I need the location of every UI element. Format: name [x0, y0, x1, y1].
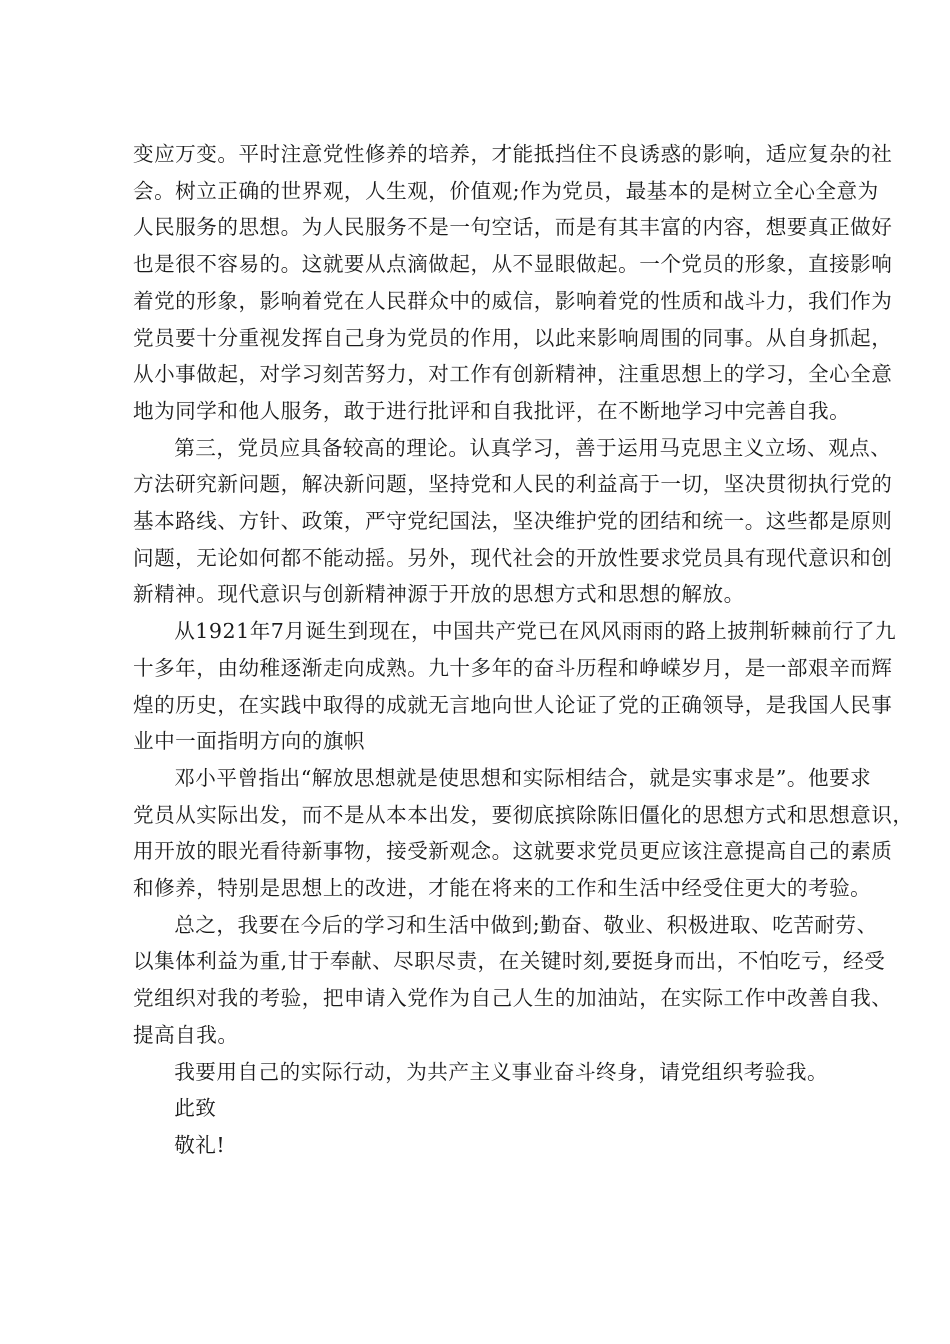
text-line: 基本路线、方针、政策，严守党纪国法，坚决维护党的团结和统一。这些都是原则	[133, 509, 893, 534]
text-line: 我要用自己的实际行动，为共产主义事业奋斗终身，请党组织考验我。	[174, 1059, 829, 1084]
text-line: 问题，无论如何都不能动摇。另外，现代社会的开放性要求党员具有现代意识和创	[133, 545, 893, 570]
text-line: 地为同学和他人服务，敢于进行批评和自我批评，在不断地学习中完善自我。	[133, 398, 851, 423]
text-line: 煌的历史，在实践中取得的成就无言地向世人论证了党的正确领导，是我国人民事	[133, 692, 893, 717]
text-line: 总之，我要在今后的学习和生活中做到;勤奋、敬业、积极进取、吃苦耐劳、	[174, 912, 878, 937]
text-line: 敬礼!	[174, 1132, 226, 1157]
text-line: 业中一面指明方向的旗帜	[133, 729, 366, 754]
text-line: 着党的形象，影响着党在人民群众中的威信，影响着党的性质和战斗力，我们作为	[133, 288, 893, 313]
paragraph-third-theory	[133, 430, 893, 614]
text-line: 党员要十分重视发挥自己身为党员的作用，以此来影响周围的同事。从自身抓起，	[133, 325, 893, 350]
text-line: 变应万变。平时注意党性修养的培养，才能抵挡住不良诱惑的影响，适应复杂的社	[133, 142, 893, 166]
text-line: 从小事做起，对学习刻苦努力，对工作有创新精神，注重思想上的学习，全心全意	[133, 362, 893, 387]
paragraph-conclusion	[133, 907, 893, 1054]
text-line: 邓小平曾指出“解放思想就是使思想和实际相结合，就是实事求是”。他要求	[174, 765, 872, 790]
closing-regards	[133, 1127, 829, 1164]
paragraph-party-spirit	[133, 136, 893, 430]
text-line: 十多年，由幼稚逐渐走向成熟。九十多年的奋斗历程和峥嵘岁月，是一部艰辛而辉	[133, 655, 893, 680]
text-line: 以集体利益为重,甘于奉献、尽职尽责，在关键时刻,要挺身而出，不怕吃亏，经受	[133, 949, 886, 974]
paragraph-deng-xiaoping	[133, 760, 914, 907]
text-line: 和修养，特别是思想上的改进，才能在将来的工作和生活中经受住更大的考验。	[133, 876, 872, 901]
text-line: 会。树立正确的世界观，人生观，价值观;作为党员，最基本的是树立全心全意为	[133, 178, 879, 203]
text-line: 此致	[174, 1096, 217, 1121]
text-line: 用开放的眼光看待新事物，接受新观念。这就要求党员更应该注意提高自己的素质	[133, 839, 893, 864]
text-line: 人民服务的思想。为人民服务不是一句空话，而是有其丰富的内容，想要真正做好	[133, 215, 893, 240]
text-line: 从1921年7月诞生到现在，中国共产党已在风风雨雨的路上披荆斩棘前行了九	[174, 619, 897, 644]
text-line: 第三，党员应具备较高的理论。认真学习，善于运用马克思主义立场、观点、	[174, 435, 892, 460]
text-line: 新精神。现代意识与创新精神源于开放的思想方式和思想的解放。	[133, 582, 745, 607]
text-line: 提高自我。	[133, 1022, 239, 1047]
document-body	[133, 136, 914, 1164]
closing-salutation	[133, 1090, 829, 1127]
text-line: 党员从实际出发，而不是从本本出发，要彻底摈除陈旧僵化的思想方式和思想意识，	[133, 802, 914, 827]
text-line: 方法研究新问题，解决新问题，坚持党和人民的利益高于一切，坚决贯彻执行党的	[133, 472, 893, 497]
paragraph-party-history	[133, 613, 897, 760]
text-line: 党组织对我的考验，把申请入党作为自己人生的加油站，在实际工作中改善自我、	[133, 986, 893, 1011]
text-line: 也是很不容易的。这就要从点滴做起，从不显眼做起。一个党员的形象，直接影响	[133, 252, 893, 277]
paragraph-pledge	[133, 1054, 829, 1091]
